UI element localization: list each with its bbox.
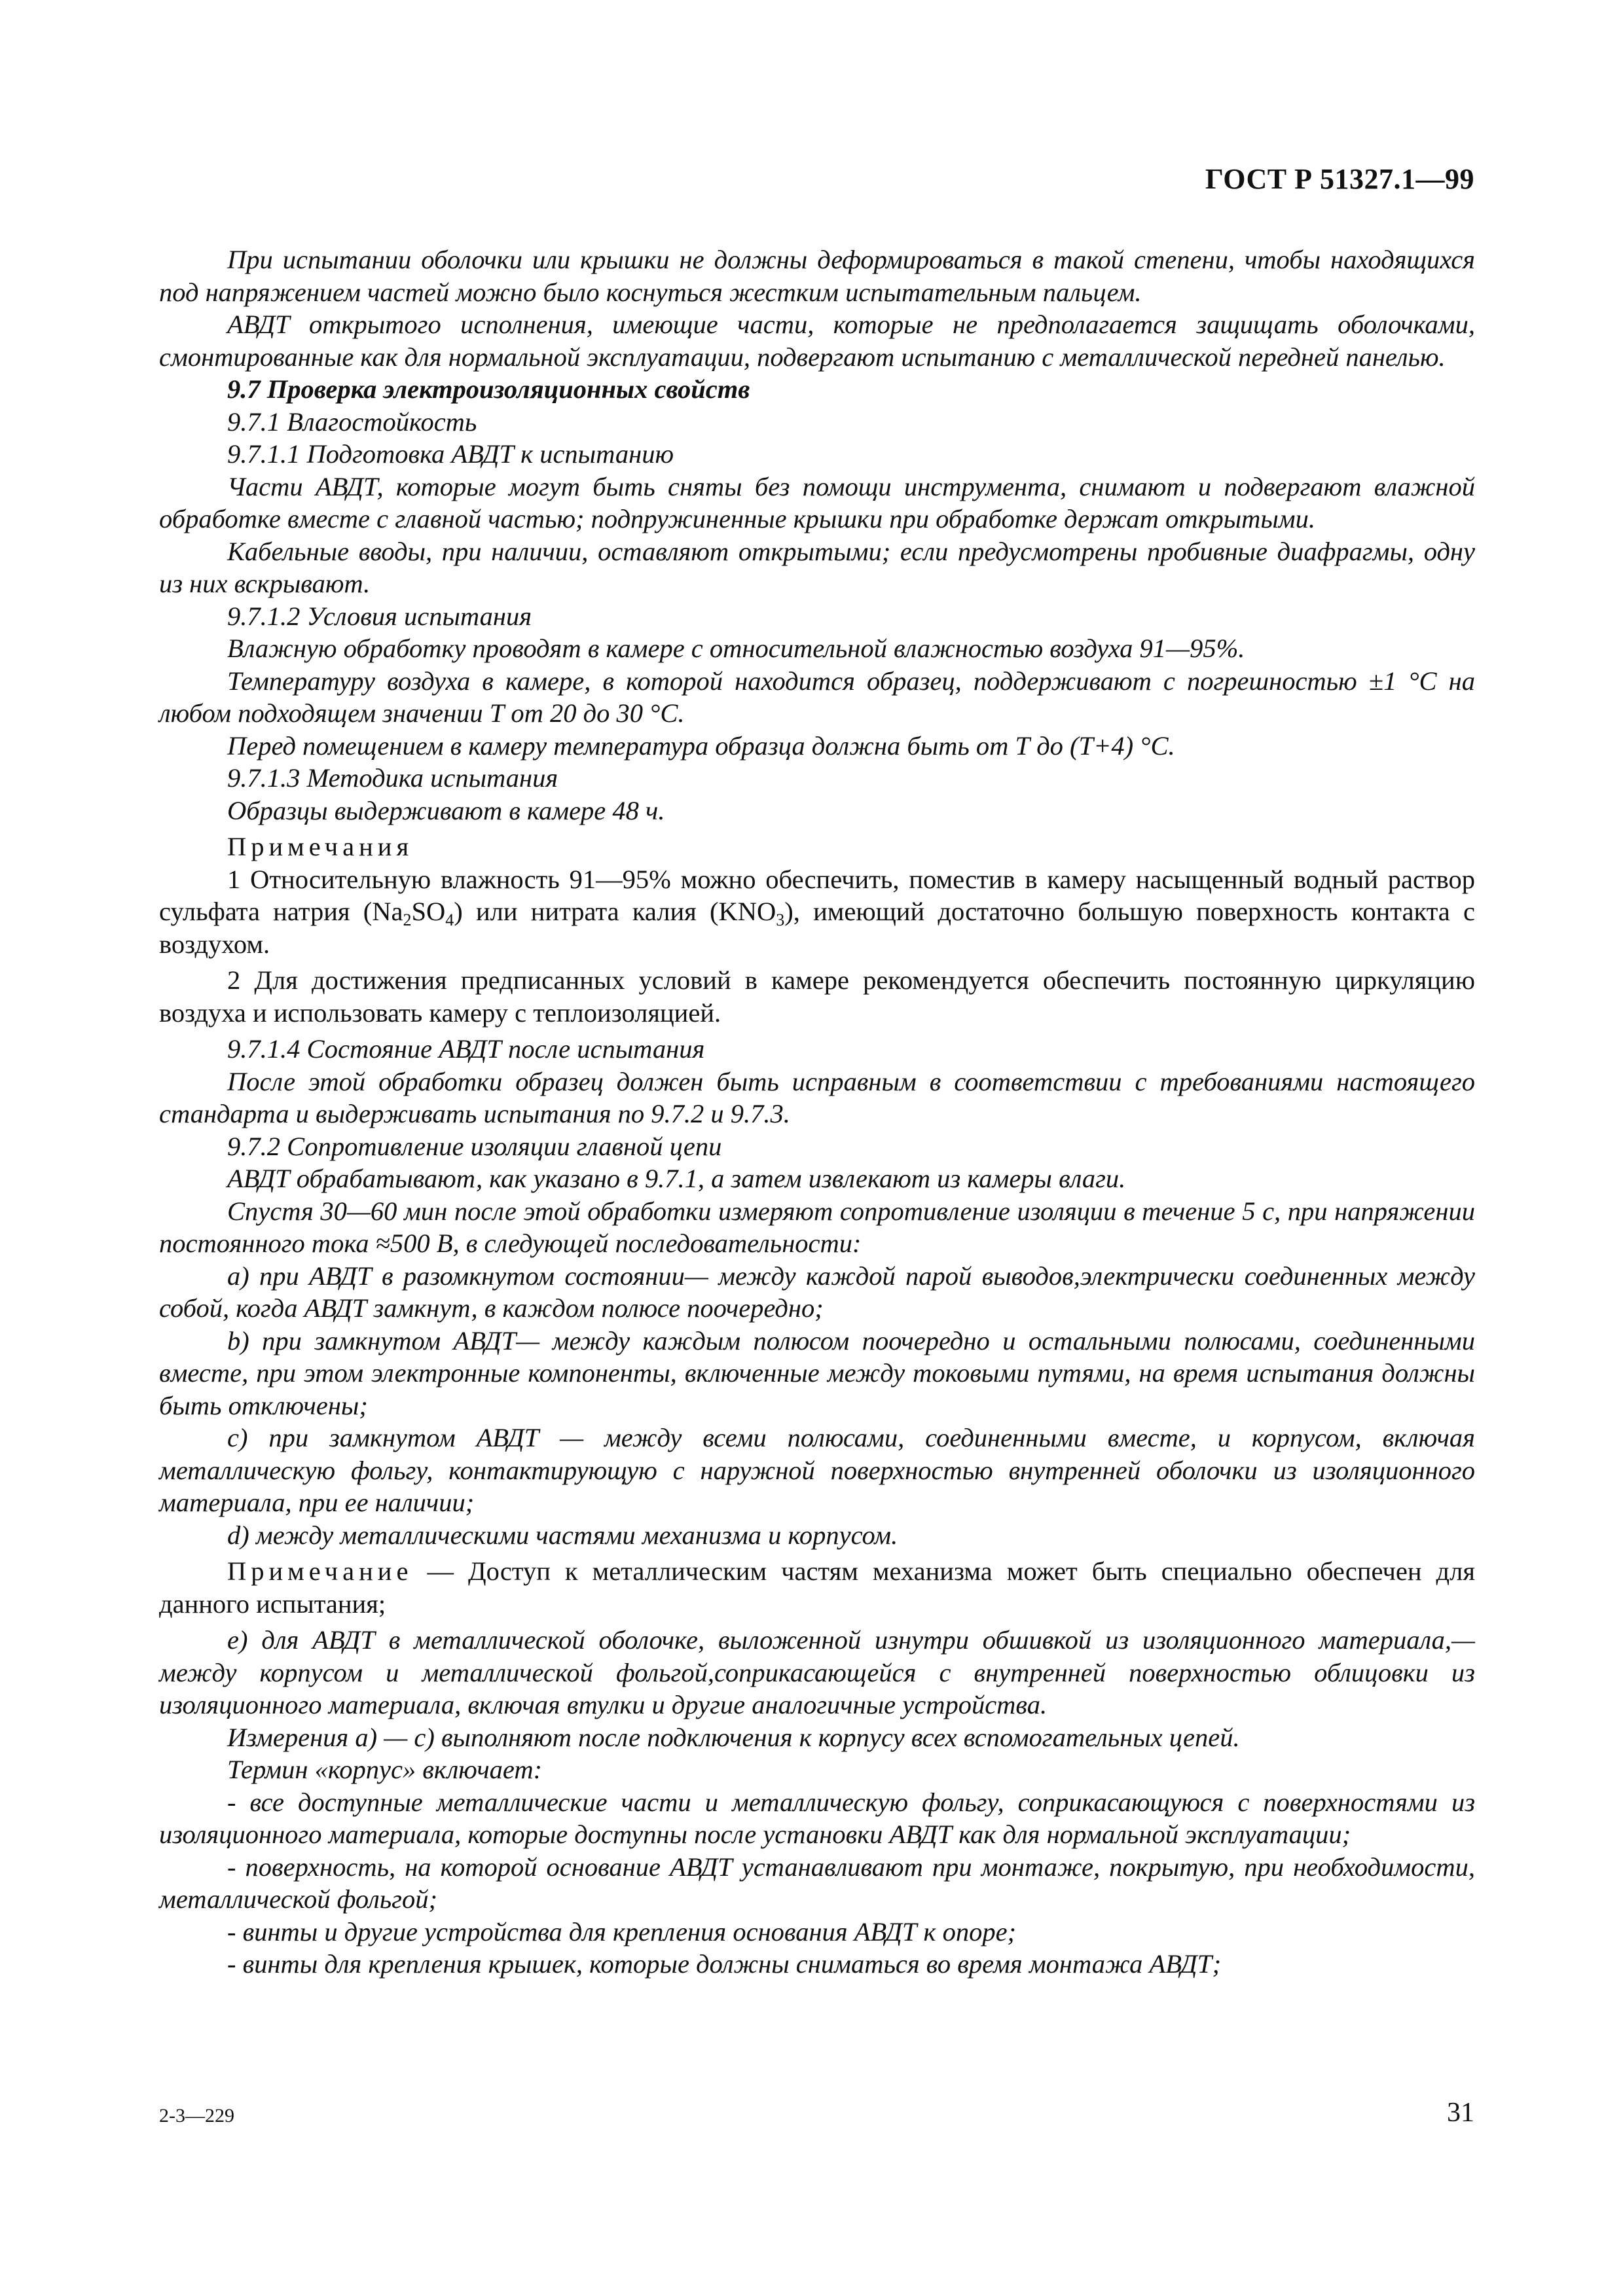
paragraph: Измерения a) — c) выполняют после подключения к корпусу всех вспомогательных цепей. (227, 1722, 1240, 1752)
paragraph: Температуру воздуха в камере, в которой находится образец, поддерживают с погрешностью ±1 °С на любом подходящем значении Т от 20 до 30 °С. (159, 666, 1475, 728)
standard-header: ГОСТ Р 51327.1—99 (1205, 163, 1474, 195)
list-item: - поверхность, на которой основание АВДТ устанавливают при монтаже, покрытую, при необходимости, металлической фольгой; (159, 1852, 1475, 1914)
list-item: - винты для крепления крышек, которые должны сниматься во время монтажа АВДТ; (227, 1949, 1222, 1979)
paragraph: Кабельные вводы, при наличии, оставляют открытыми; если предусмотрены пробивные диафрагмы, одну из них вскрывают. (159, 536, 1475, 598)
subsection-heading-9-7-1-1: 9.7.1.1 Подготовка АВДТ к испытанию (227, 439, 674, 469)
notes-title: Примечания (227, 832, 414, 861)
list-item: - все доступные металлические части и металлическую фольгу, соприкасающуюся с поверхностями из изоляционного материала, которые доступны после установки АВДТ как для нормальной эксплуатации; (159, 1787, 1475, 1849)
note-3: Примечание — Доступ к металлическим частям механизма может быть специально обеспечен для данного испытания; (159, 1556, 1475, 1619)
list-item-c: c) при замкнутом АВДТ — между всеми полюсами, соединенными вместе, и корпусом, включая металлическую фольгу, контактирующую с наружной поверхностью внутренней оболочки из изоляционного материала, при ее наличии; (159, 1423, 1475, 1517)
list-item-d: d) между металлическими частями механизма и корпусом. (227, 1520, 898, 1550)
list-item: - винты и другие устройства для крепления основания АВДТ к опоре; (227, 1916, 1017, 1946)
list-item-a: a) при АВДТ в разомкнутом состоянии— между каждой парой выводов,электрически соединенных между собой, когда АВДТ замкнут, в каждом полюсе поочередно; (159, 1261, 1475, 1323)
paragraph: Спустя 30—60 мин после этой обработки измеряют сопротивление изоляции в течение 5 с, при напряжении постоянного тока ≈500 В, в следующей последовательности: (159, 1196, 1475, 1258)
paragraph: АВДТ обрабатывают, как указано в 9.7.1, а затем извлекают из камеры влаги. (227, 1164, 1126, 1193)
paragraph: АВДТ открытого исполнения, имеющие части, которые не предполагается защищать оболочками, смонтированные как для нормальной эксплуатации, подвергают испытанию с металлической передней панелью. (159, 310, 1475, 372)
subsection-heading-9-7-1-4: 9.7.1.4 Состояние АВДТ после испытания (227, 1034, 705, 1064)
list-item-b: b) при замкнутом АВДТ— между каждым полюсом поочередно и остальными полюсами, соединенными вместе, при этом электронные компоненты, включенные между токовыми путями, на время испытания должны быть отключены; (159, 1325, 1475, 1420)
page-number: 31 (1447, 2098, 1474, 2128)
footer-code: 2-3—229 (159, 2105, 234, 2126)
paragraph: Части АВДТ, которые могут быть сняты без помощи инструмента, снимают и подвергают влажной обработке вместе с главной частью; подпружиненные крышки при обработке держат открытыми. (159, 471, 1475, 533)
subsection-heading-9-7-1-2: 9.7.1.2 Условия испытания (227, 601, 532, 631)
subsection-heading-9-7-1: 9.7.1 Влагостойкость (227, 406, 477, 437)
paragraph: Перед помещением в камеру температура образца должна быть от Т до (Т+4) °С. (227, 730, 1175, 761)
subsection-heading-9-7-1-3: 9.7.1.3 Методика испытания (227, 763, 558, 793)
paragraph: При испытании оболочки или крышки не должны деформироваться в такой степени, чтобы находящихся под напряжением частей можно было коснуться жестким испытательным пальцем. (159, 245, 1475, 307)
subsection-heading-9-7-2: 9.7.2 Сопротивление изоляции главной цепи (227, 1131, 722, 1161)
section-heading-9-7: 9.7 Проверка электроизоляционных свойств (227, 374, 750, 404)
paragraph: После этой обработки образец должен быть исправным в соответствии с требованиями настоящего стандарта и выдерживать испытания по 9.7.2 и 9.7.3. (159, 1066, 1475, 1128)
document-body (159, 243, 1475, 1981)
note-2: 2 Для достижения предписанных условий в камере рекомендуется обеспечить постоянную циркуляцию воздуха и использовать камеру с теплоизоляцией. (159, 965, 1475, 1028)
list-item-e: e) для АВДТ в металлической оболочке, выложенной изнутри обшивкой из изоляционного материала,— между корпусом и металлической фольгой,соприкасающейся с внутренней поверхностью облицовки из изоляционного материала, включая втулки и другие аналогичные устройства. (159, 1625, 1475, 1719)
note-1: 1 Относительную влажность 91—95% можно обеспечить, поместив в камеру насыщенный водный раствор сульфата натрия $(Na_2SO_4)$ или нитрата калия $(KNO_3)$, имеющий достаточно большую поверхность контакта с воздухом. (159, 864, 1475, 959)
paragraph: Образцы выдерживают в камере 48 ч. (227, 795, 665, 825)
paragraph: Влажную обработку проводят в камере с относительной влажностью воздуха 91—95%. (227, 634, 1245, 663)
paragraph: Термин «корпус» включает: (227, 1755, 543, 1784)
